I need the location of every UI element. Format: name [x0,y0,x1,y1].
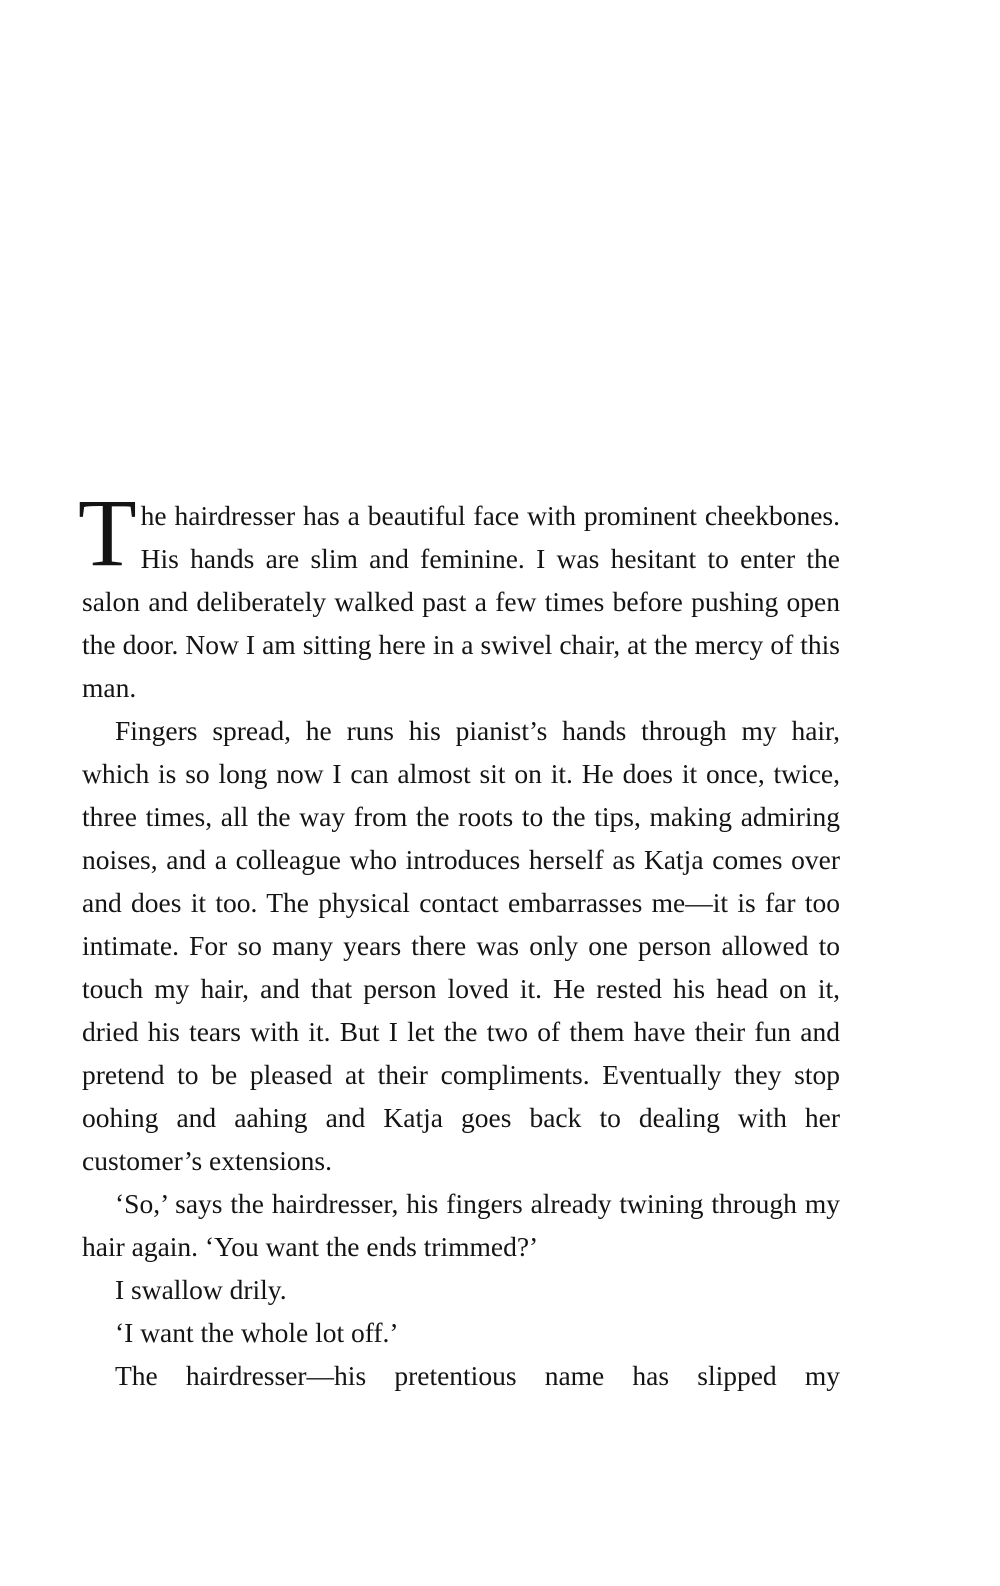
body-text [78,479,840,1397]
drop-cap: T [78,479,137,586]
paragraph-6: The hairdresser—his pretentious name has slipped my [115,1360,840,1391]
paragraph-1-text: he hairdresser has a beautiful face with prominent cheekbones. His hands are slim and feminine. I was hesitant to enter the salon and deliberately walked past a few times before pushing open the door. Now I am sitting here in a swivel chair, at the mercy of this man. [82,500,840,703]
paragraph-1 [78,479,840,709]
paragraph-3: ‘So,’ says the hairdresser, his fingers already twining through my hair again. ‘You want the ends trimmed?’ [82,1188,840,1262]
paragraph-2: Fingers spread, he runs his pianist’s hands through my hair, which is so long now I can almost sit on it. He does it once, twice, three times, all the way from the roots to the tips, making admiring noises, and a colleague who introduces herself as Katja comes over and does it too. The physical contact embarrasses me—it is far too intimate. For so many years there was only one person allowed to touch my hair, and that person loved it. He rested his head on it, dried his tears with it. But I let the two of them have their fun and pretend to be pleased at their compliments. Eventually they stop oohing and aahing and Katja goes back to dealing with her customer’s extensions. [82,715,840,1176]
paragraph-5: ‘I want the whole lot off.’ [115,1317,399,1348]
paragraph-4: I swallow drily. [115,1274,287,1305]
